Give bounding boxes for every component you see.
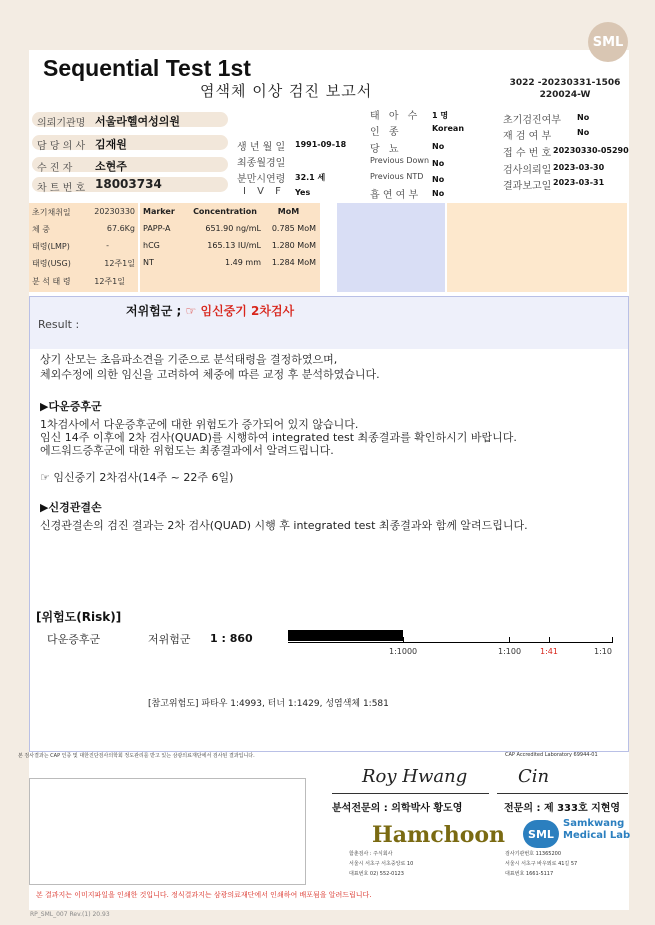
ivf-value: Yes (295, 188, 311, 197)
risk-tick-label: 1:1000 (389, 647, 418, 656)
prev-ntd-value: No (432, 175, 445, 184)
risk-tick (549, 637, 550, 643)
result-summary: 저위험군 ; ☞ 임신중기 2차검사 (126, 304, 295, 318)
doctor-label: 담 당 의 사 (37, 141, 86, 152)
intro-line-1: 상기 산모는 초음파소견을 기준으로 분석태령을 결정하였으며, (40, 353, 338, 366)
lab-right-line-2: 서울시 서초구 바우뫼로 41길 57 (505, 861, 578, 867)
second-test-line: ☞ 임신중기 2차검사(14주 ~ 22주 6일) (40, 471, 234, 484)
marker-row: NT 1.49 mm 1.284 MoM (143, 258, 316, 267)
risk-level: 저위험군 (148, 633, 191, 646)
marker-row: hCG 165.13 IU/mL 1.280 MoM (143, 241, 316, 250)
result-label: Result : (38, 318, 80, 331)
prev-down-label: Previous Down (370, 156, 430, 165)
risk-tick (403, 637, 404, 643)
risk-axis (288, 642, 613, 643)
marker-table-header: Marker Concentration MoM (143, 207, 300, 216)
lmp-label: 최종월경일 (237, 158, 286, 169)
signature-line-right (497, 793, 628, 794)
request-date-label: 검사의뢰일 (503, 165, 552, 176)
signature-label-right: 전문의 : 제 333호 지현영 (504, 803, 621, 814)
first-value: No (577, 113, 590, 122)
lab-right-line-1: 검사기관번호 11365200 (505, 851, 562, 857)
fetus-label: 태 아 수 (370, 111, 421, 122)
sml-logo: SML (588, 22, 628, 62)
sml-lab-logo: SML (523, 820, 559, 848)
risk-condition: 다운증후군 (47, 633, 101, 646)
ivf-label: I V F (243, 186, 285, 197)
down-line-1: 1차검사에서 다운증후군에 대한 위험도가 증가되어 있지 않습니다. (40, 418, 359, 431)
down-heading: ▶다운증후군 (40, 400, 102, 413)
report-date-label: 결과보고일 (503, 181, 552, 192)
result-header (30, 297, 628, 349)
hospital-label: 의뢰기관명 (37, 118, 86, 129)
lab-left-line-1: 함춘검사 : 주식회사 (349, 851, 393, 857)
lab-right-line-3: 대표번호 1661-5117 (505, 871, 554, 877)
race-value: Korean (432, 124, 465, 133)
memo-box (29, 778, 306, 885)
report-subtitle: 염색체 이상 검진 보고서 (200, 82, 373, 100)
smoking-label: 흡 연 여 부 (370, 190, 419, 201)
down-line-3: 에드워드증후군에 대한 위험도는 최종결과에서 알려드립니다. (40, 444, 334, 457)
hospital-value: 서울라헬여성의원 (95, 115, 181, 128)
ntd-line-1: 신경관결손의 검진 결과는 2차 검사(QUAD) 시행 후 integrated test 최종결과와 함께 알려드립니다. (40, 519, 528, 532)
patient-label: 수 진 자 (37, 163, 73, 174)
diabetes-value: No (432, 142, 445, 151)
revision: RP_SML_007 Rev.(1) 20.93 (30, 911, 110, 918)
receipt-value: 20230330-05290 (553, 146, 629, 155)
down-line-2: 임신 14주 이후에 2차 검사(QUAD)를 시행하여 integrated test 최종결과를 확인하시기 바랍니다. (40, 431, 517, 444)
receipt-label: 접 수 번 호 (503, 148, 552, 159)
retest-label: 재 검 여 부 (503, 131, 552, 142)
retest-value: No (577, 128, 590, 137)
request-number: 3022 -20230331-1506 220024-W (509, 78, 621, 100)
risk-tick (612, 637, 613, 643)
prev-down-value: No (432, 159, 445, 168)
footer-note: 본 결과지는 이미지파일을 인쇄한 것입니다. 정식결과지는 삼광의료재단에서 인쇄하여 배포됨을 알려드립니다. (36, 891, 372, 899)
risk-tick (509, 637, 510, 643)
risk-tick-label: 1:100 (498, 647, 522, 656)
measurement-row: 태령(USG) 12주1일 (32, 259, 135, 268)
race-label: 인 종 (370, 127, 402, 138)
measurement-row: 분 석 태 령 12주1일 (32, 277, 125, 286)
risk-ratio: 1 : 860 (210, 632, 253, 645)
ntd-heading: ▶신경관결손 (40, 501, 102, 514)
request-date-value: 2023-03-30 (553, 163, 605, 172)
fetus-value: 1 명 (432, 111, 449, 120)
cap-note: 본 검사결과는 CAP 인증 및 대한진단검사의학회 정도관리를 받고 있는 삼광의료재단에서 검사된 결과입니다. (18, 753, 255, 759)
risk-tick-label: 1:10 (594, 647, 612, 656)
lab-left-line-2: 서울시 서초구 서초중앙로 10 (349, 861, 414, 867)
intro-line-2: 체외수정에 의한 임신을 고려하여 체중에 따른 교정 후 분석하였습니다. (40, 368, 380, 381)
birth-value: 1991-09-18 (295, 140, 347, 149)
diabetes-label: 당 뇨 (370, 144, 402, 155)
risk-heading: [위험도(Risk)] (36, 610, 122, 624)
signature-line-left (332, 793, 489, 794)
first-label: 초기검진여부 (503, 115, 561, 126)
age-label: 분만시연령 (237, 174, 286, 185)
hamchoon-logo: Hamchoon (372, 822, 506, 848)
extra-table-blue (337, 203, 445, 292)
marker-row: PAPP-A 651.90 ng/mL 0.785 MoM (143, 224, 316, 233)
marker-table (140, 203, 320, 292)
measurement-table (29, 203, 138, 292)
cap-number: CAP Accredited Laboratory 69944-01 (505, 752, 598, 758)
signature-left: Roy Hwang (362, 766, 468, 787)
risk-cutoff-label: 1:41 (540, 647, 558, 656)
smoking-value: No (432, 189, 445, 198)
birth-label: 생 년 월 일 (237, 142, 286, 153)
report-title: Sequential Test 1st (43, 55, 251, 81)
signature-label-left: 분석전문의 : 의학박사 황도영 (332, 803, 463, 814)
extra-table-orange (447, 203, 627, 292)
doctor-value: 김재원 (95, 138, 127, 151)
measurement-row: 초기채취일 20230330 (32, 207, 135, 217)
lab-left-line-3: 대표번호 02) 552-0123 (349, 871, 404, 877)
measurement-row: 체 중 67.6Kg (32, 224, 135, 234)
reference-risk: [참고위험도] 파타우 1:4993, 터너 1:1429, 성염색체 1:581 (148, 699, 389, 709)
chart-value: 18003734 (95, 177, 162, 191)
sml-lab-name: Samkwang Medical Lab (563, 818, 631, 841)
patient-value: 소현주 (95, 160, 127, 173)
chart-label: 차 트 번 호 (37, 183, 86, 194)
measurement-row: 태령(LMP) - (32, 241, 109, 251)
report-date-value: 2023-03-31 (553, 178, 605, 187)
prev-ntd-label: Previous NTD (370, 172, 424, 181)
signature-right: Cin (518, 766, 550, 787)
risk-bar (288, 630, 403, 641)
age-value: 32.1 세 (295, 173, 326, 182)
